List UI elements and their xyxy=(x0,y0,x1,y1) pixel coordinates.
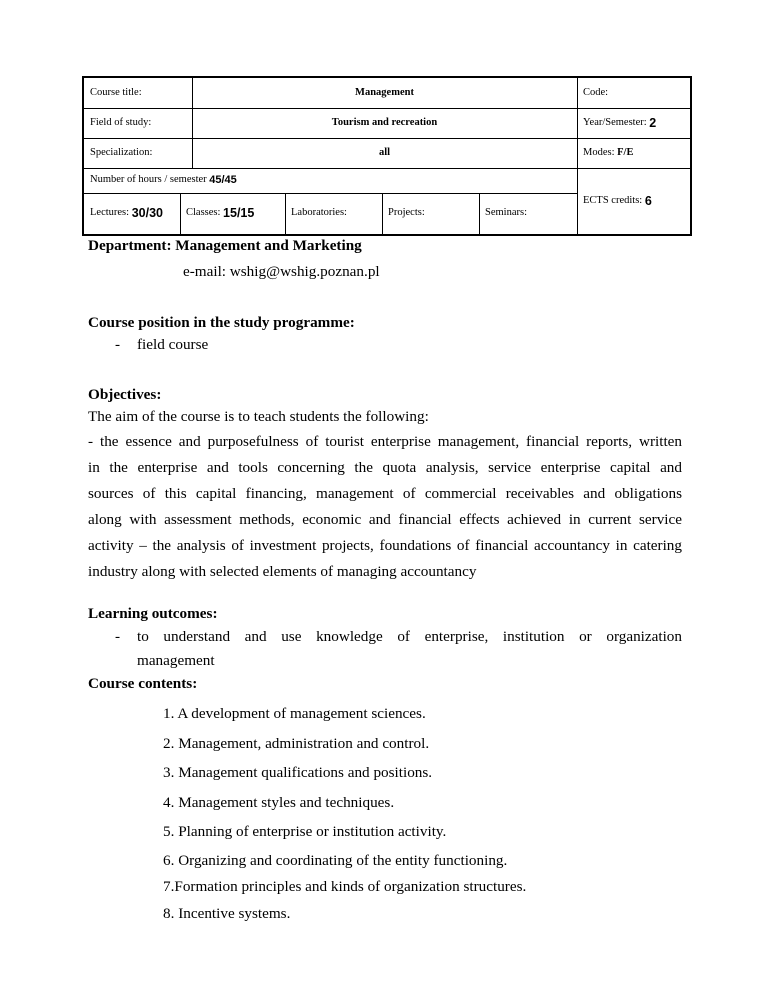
contents-item: 4. Management styles and techniques. xyxy=(163,794,395,811)
objectives-line-5: activity – the analysis of investment projects, foundations of financial accountancy in catering xyxy=(88,537,682,554)
classes-value: 15/15 xyxy=(223,206,255,221)
objectives-intro: The aim of the course is to teach students the following: xyxy=(88,408,429,425)
department-heading: Department: Management and Marketing xyxy=(88,237,362,254)
contents-heading: Course contents: xyxy=(88,675,198,692)
position-heading: Course position in the study programme: xyxy=(88,314,355,331)
modes-label: Modes: xyxy=(583,146,615,158)
contents-item: 6. Organizing and coordinating of the entity functioning. xyxy=(163,852,508,869)
outcomes-heading: Learning outcomes: xyxy=(88,605,218,622)
objectives-line-4: along with assessment methods, economic and financial effects achieved in current service xyxy=(88,511,682,528)
seminars-label: Seminars: xyxy=(485,207,527,219)
contents-item: 1. A development of management sciences. xyxy=(163,705,426,722)
hours-value: 45/45 xyxy=(209,174,237,186)
contents-item: 7.Formation principles and kinds of organization structures. xyxy=(163,878,527,895)
objectives-line-2: in the enterprise and tools concerning the quota analysis, service enterprise capital and xyxy=(88,459,682,476)
outcomes-line-2: management xyxy=(137,652,215,669)
specialization-label: Specialization: xyxy=(90,146,153,158)
projects-label: Projects: xyxy=(388,207,425,219)
field-of-study-label: Field of study: xyxy=(90,116,152,128)
lectures-value: 30/30 xyxy=(131,206,163,221)
year-semester-value: 2 xyxy=(649,115,657,130)
course-title-label: Course title: xyxy=(90,86,142,98)
objectives-heading: Objectives: xyxy=(88,386,162,403)
year-semester-label: Year/Semester: xyxy=(583,116,647,128)
position-bullet: - xyxy=(115,336,121,353)
contents-item: 5. Planning of enterprise or institution activity. xyxy=(163,823,447,840)
ects-value: 6 xyxy=(644,193,652,208)
classes-label: Classes: xyxy=(186,207,221,219)
hours-label: Number of hours / semester xyxy=(90,174,207,186)
position-item: field course xyxy=(137,336,209,353)
objectives-line-1: - the essence and purposefulness of tourist enterprise management, financial reports, written xyxy=(88,433,682,450)
contents-item: 3. Management qualifications and positions. xyxy=(163,764,433,781)
laboratories-label: Laboratories: xyxy=(291,207,347,219)
outcomes-bullet: - xyxy=(115,628,121,645)
outcomes-line-1: to understand and use knowledge of enterprise, institution or organization xyxy=(137,628,682,645)
department-email: e-mail: wshig@wshig.poznan.pl xyxy=(183,263,380,280)
ects-label: ECTS credits: xyxy=(583,194,643,206)
lectures-label: Lectures: xyxy=(90,207,130,219)
contents-item: 2. Management, administration and control. xyxy=(163,735,430,752)
course-title-value: Management xyxy=(355,86,414,98)
objectives-line-6: industry along with selected elements of managing accountancy xyxy=(88,563,477,580)
objectives-line-3: sources of this capital financing, management of commercial receivables and obligations xyxy=(88,485,682,502)
code-label: Code: xyxy=(583,86,609,98)
field-of-study-value: Tourism and recreation xyxy=(331,116,438,128)
specialization-value: all xyxy=(378,146,391,158)
course-info-table xyxy=(82,76,692,236)
modes-value: F/E xyxy=(617,146,634,158)
contents-item: 8. Incentive systems. xyxy=(163,905,291,922)
